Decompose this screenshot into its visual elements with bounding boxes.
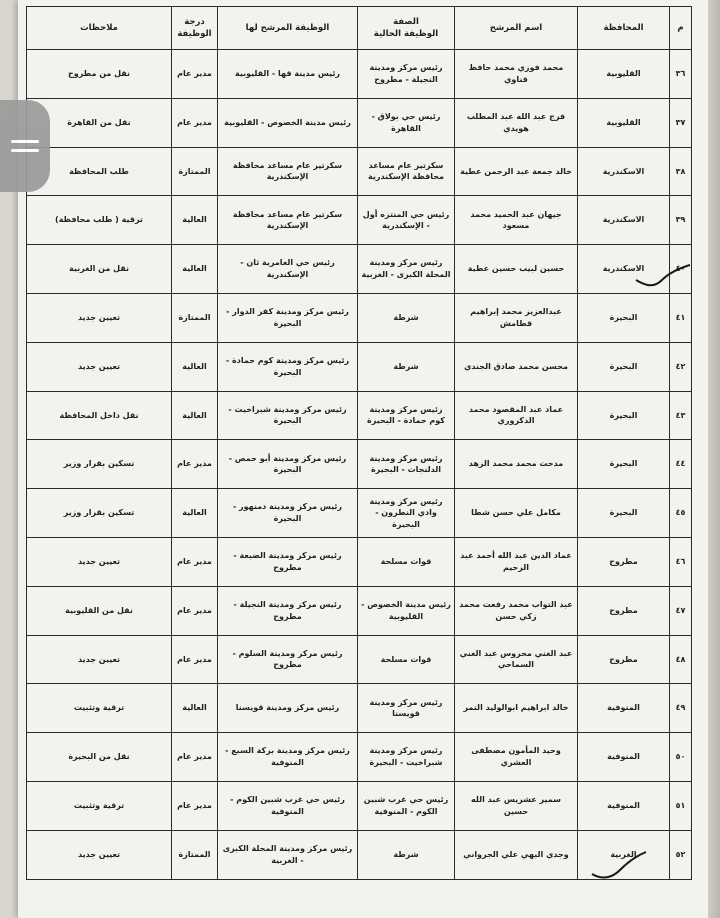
job-degree-cell: العالية — [172, 489, 218, 538]
row-number: ٤٤ — [670, 440, 692, 489]
governorate-cell: الاسكندرية — [578, 196, 670, 245]
governorate-cell: البحيرة — [578, 489, 670, 538]
row-number: ٥٢ — [670, 830, 692, 879]
table-row — [27, 489, 692, 538]
table-row — [27, 98, 692, 147]
table-row — [27, 830, 692, 879]
header-nominated-job: الوظيفة المرشح لها — [218, 7, 358, 50]
candidate-name-cell: محمد فوزي محمد حافظ قناوي — [455, 50, 578, 99]
governorate-cell: الاسكندرية — [578, 147, 670, 196]
row-number: ٣٩ — [670, 196, 692, 245]
notes-cell: تسكين بقرار وزير — [27, 440, 172, 489]
candidate-name-cell: عماد عبد المقصود محمد الدكروري — [455, 391, 578, 440]
current-job-cell: سكرتير عام مساعد محافظة الإسكندرية — [358, 147, 455, 196]
page-edge-shadow — [708, 0, 720, 918]
nominated-job-cell: سكرتير عام مساعد محافظة الإسكندرية — [218, 196, 358, 245]
row-number: ٤١ — [670, 293, 692, 342]
current-job-cell: رئيس مركز ومدينة كوم حمادة - البحيرة — [358, 391, 455, 440]
current-job-cell: رئيس مدينة الخصوص - القليوبية — [358, 586, 455, 635]
menu-bar-icon — [11, 149, 39, 152]
menu-button[interactable] — [0, 100, 50, 192]
candidate-name-cell: محسن محمد صادق الجندي — [455, 342, 578, 391]
governorate-cell: البحيرة — [578, 440, 670, 489]
notes-cell: ترقية وتثبيت — [27, 781, 172, 830]
header-job-degree: درجة الوظيفة — [172, 7, 218, 50]
table-row — [27, 293, 692, 342]
notes-cell: نقل من القليوبية — [27, 586, 172, 635]
job-degree-cell: مدير عام — [172, 635, 218, 684]
governorate-cell: الاسكندرية — [578, 245, 670, 294]
table-row — [27, 635, 692, 684]
current-job-cell: شرطة — [358, 830, 455, 879]
current-job-cell: رئيس مركز ومدينة المحلة الكبرى - الغربية — [358, 245, 455, 294]
governorate-cell: الغربية — [578, 830, 670, 879]
candidate-name-cell: مدحت محمد محمد الزهد — [455, 440, 578, 489]
row-number: ٤٨ — [670, 635, 692, 684]
notes-cell: تعيين جديد — [27, 342, 172, 391]
row-number: ٤٣ — [670, 391, 692, 440]
candidate-name-cell: خالد جمعة عبد الرحمن عطية — [455, 147, 578, 196]
row-number: ٥٠ — [670, 733, 692, 782]
nominated-job-cell: رئيس مركز ومدينة أبو حمص - البحيرة — [218, 440, 358, 489]
notes-cell: تعيين جديد — [27, 830, 172, 879]
job-degree-cell: الممتازة — [172, 830, 218, 879]
nominated-job-cell: رئيس مركز ومدينة النجيلة - مطروح — [218, 586, 358, 635]
job-degree-cell: مدير عام — [172, 586, 218, 635]
notes-cell: طلب المحافظة — [27, 147, 172, 196]
governorate-cell: مطروح — [578, 586, 670, 635]
candidate-name-cell: خالد ابراهيم ابوالوليد النمر — [455, 684, 578, 733]
job-degree-cell: مدير عام — [172, 733, 218, 782]
nominated-job-cell: رئيس مركز ومدينة الضبعة - مطروح — [218, 537, 358, 586]
job-degree-cell: العالية — [172, 196, 218, 245]
governorate-cell: المنوفية — [578, 781, 670, 830]
current-job-cell: شرطة — [358, 293, 455, 342]
row-number: ٤٠ — [670, 245, 692, 294]
nominated-job-cell: رئيس مركز ومدينة دمنهور - البحيرة — [218, 489, 358, 538]
current-job-cell: رئيس مركز ومدينة الدلنجات - البحيرة — [358, 440, 455, 489]
current-job-cell: رئيس حي غرب شبين الكوم - المنوفية — [358, 781, 455, 830]
job-degree-cell: الممتازة — [172, 147, 218, 196]
governorate-cell: مطروح — [578, 537, 670, 586]
notes-cell: تعيين جديد — [27, 537, 172, 586]
candidate-name-cell: سمير عشريس عبد الله حسين — [455, 781, 578, 830]
nominated-job-cell: رئيس مركز ومدينة قويسنا — [218, 684, 358, 733]
governorate-cell: البحيرة — [578, 391, 670, 440]
row-number: ٥١ — [670, 781, 692, 830]
governorate-cell: البحيرة — [578, 342, 670, 391]
nominated-job-cell: رئيس مركز ومدينة كوم حمادة - البحيرة — [218, 342, 358, 391]
header-current-job: الصفة الوظيفة الحالية — [358, 7, 455, 50]
nominated-job-cell: رئيس حي غرب شبين الكوم - المنوفية — [218, 781, 358, 830]
header-governorate: المحافظة — [578, 7, 670, 50]
nominated-job-cell: رئيس مدينة قها - القليوبية — [218, 50, 358, 99]
current-job-cell: قوات مسلحة — [358, 537, 455, 586]
table-row — [27, 391, 692, 440]
job-degree-cell: العالية — [172, 391, 218, 440]
table-row — [27, 50, 692, 99]
current-job-cell: رئيس حي بولاق - القاهرة — [358, 98, 455, 147]
notes-cell: تسكين بقرار وزير — [27, 489, 172, 538]
table-row — [27, 342, 692, 391]
governorate-cell: البحيرة — [578, 293, 670, 342]
candidate-name-cell: فرج عبد الله عبد المطلب هويدي — [455, 98, 578, 147]
candidate-name-cell: جيهان عبد الحميد محمد مسعود — [455, 196, 578, 245]
table-row — [27, 586, 692, 635]
candidate-name-cell: عبد الغني محروس عبد الغني السماحي — [455, 635, 578, 684]
table-row — [27, 196, 692, 245]
notes-cell: تعيين جديد — [27, 635, 172, 684]
nominated-job-cell: رئيس حي العامرية ثان - الإسكندرية — [218, 245, 358, 294]
candidate-name-cell: وجدي البهي علي الجرواني — [455, 830, 578, 879]
notes-cell: نقل من البحيرة — [27, 733, 172, 782]
table-row — [27, 440, 692, 489]
current-job-cell: رئيس مركز ومدينة شبراخيت - البحيرة — [358, 733, 455, 782]
notes-cell: ترقية وتثبيت — [27, 684, 172, 733]
menu-bar-icon — [11, 140, 39, 143]
candidate-name-cell: حسين لبيب حسين عطية — [455, 245, 578, 294]
row-number: ٤٥ — [670, 489, 692, 538]
header-candidate-name: اسم المرشح — [455, 7, 578, 50]
governorate-cell: القليوبية — [578, 98, 670, 147]
governorate-cell: مطروح — [578, 635, 670, 684]
notes-cell: نقل داخل المحافظة — [27, 391, 172, 440]
nominated-job-cell: رئيس مركز ومدينة المحلة الكبرى - الغربية — [218, 830, 358, 879]
current-job-cell: رئيس مركز ومدينة وادي النطرون - البحيرة — [358, 489, 455, 538]
table-row — [27, 537, 692, 586]
candidates-table — [26, 6, 692, 880]
job-degree-cell: مدير عام — [172, 537, 218, 586]
current-job-cell: رئيس مركز ومدينة قويسنا — [358, 684, 455, 733]
job-degree-cell: العالية — [172, 342, 218, 391]
row-number: ٤٩ — [670, 684, 692, 733]
row-number: ٤٦ — [670, 537, 692, 586]
job-degree-cell: مدير عام — [172, 98, 218, 147]
table-row — [27, 781, 692, 830]
header-notes: ملاحظات — [27, 7, 172, 50]
notes-cell: نقل من القاهرة — [27, 98, 172, 147]
table-row — [27, 684, 692, 733]
current-job-cell: رئيس مركز ومدينة النجيلة - مطروح — [358, 50, 455, 99]
row-number: ٤٢ — [670, 342, 692, 391]
nominated-job-cell: رئيس مركز ومدينة شبراخيت - البحيرة — [218, 391, 358, 440]
table-row — [27, 733, 692, 782]
nominated-job-cell: رئيس مركز ومدينة السلوم - مطروح — [218, 635, 358, 684]
header-num: م — [670, 7, 692, 50]
job-degree-cell: مدير عام — [172, 440, 218, 489]
row-number: ٣٧ — [670, 98, 692, 147]
job-degree-cell: الممتازة — [172, 293, 218, 342]
current-job-cell: شرطة — [358, 342, 455, 391]
notes-cell: نقل من مطروح — [27, 50, 172, 99]
governorate-cell: المنوفية — [578, 684, 670, 733]
job-degree-cell: مدير عام — [172, 50, 218, 99]
nominated-job-cell: رئيس مركز ومدينة كفر الدوار - البحيرة — [218, 293, 358, 342]
notes-cell: ترقية ( طلب محافظة) — [27, 196, 172, 245]
candidate-name-cell: عبدالعزيز محمد إبراهيم قطامش — [455, 293, 578, 342]
nominated-job-cell: رئيس مركز ومدينة بركة السبع - المنوفية — [218, 733, 358, 782]
notes-cell: نقل من الغربية — [27, 245, 172, 294]
notes-cell: تعيين جديد — [27, 293, 172, 342]
row-number: ٣٨ — [670, 147, 692, 196]
candidate-name-cell: مكامل علي حسن شطا — [455, 489, 578, 538]
table-header-row — [27, 7, 692, 50]
job-degree-cell: مدير عام — [172, 781, 218, 830]
candidate-name-cell: عماد الدين عبد الله أحمد عبد الرحيم — [455, 537, 578, 586]
current-job-cell: قوات مسلحة — [358, 635, 455, 684]
candidate-name-cell: عبد التواب محمد رفعت محمد زكي حسن — [455, 586, 578, 635]
job-degree-cell: العالية — [172, 245, 218, 294]
table-row — [27, 245, 692, 294]
current-job-cell: رئيس حي المنتزه أول - الإسكندرية — [358, 196, 455, 245]
row-number: ٣٦ — [670, 50, 692, 99]
nominated-job-cell: رئيس مدينة الخصوص - القليوبية — [218, 98, 358, 147]
nominated-job-cell: سكرتير عام مساعد محافظة الإسكندرية — [218, 147, 358, 196]
governorate-cell: المنوفية — [578, 733, 670, 782]
candidate-name-cell: وحيد المأمون مصطفى العشري — [455, 733, 578, 782]
governorate-cell: القليوبية — [578, 50, 670, 99]
table-row — [27, 147, 692, 196]
job-degree-cell: العالية — [172, 684, 218, 733]
row-number: ٤٧ — [670, 586, 692, 635]
